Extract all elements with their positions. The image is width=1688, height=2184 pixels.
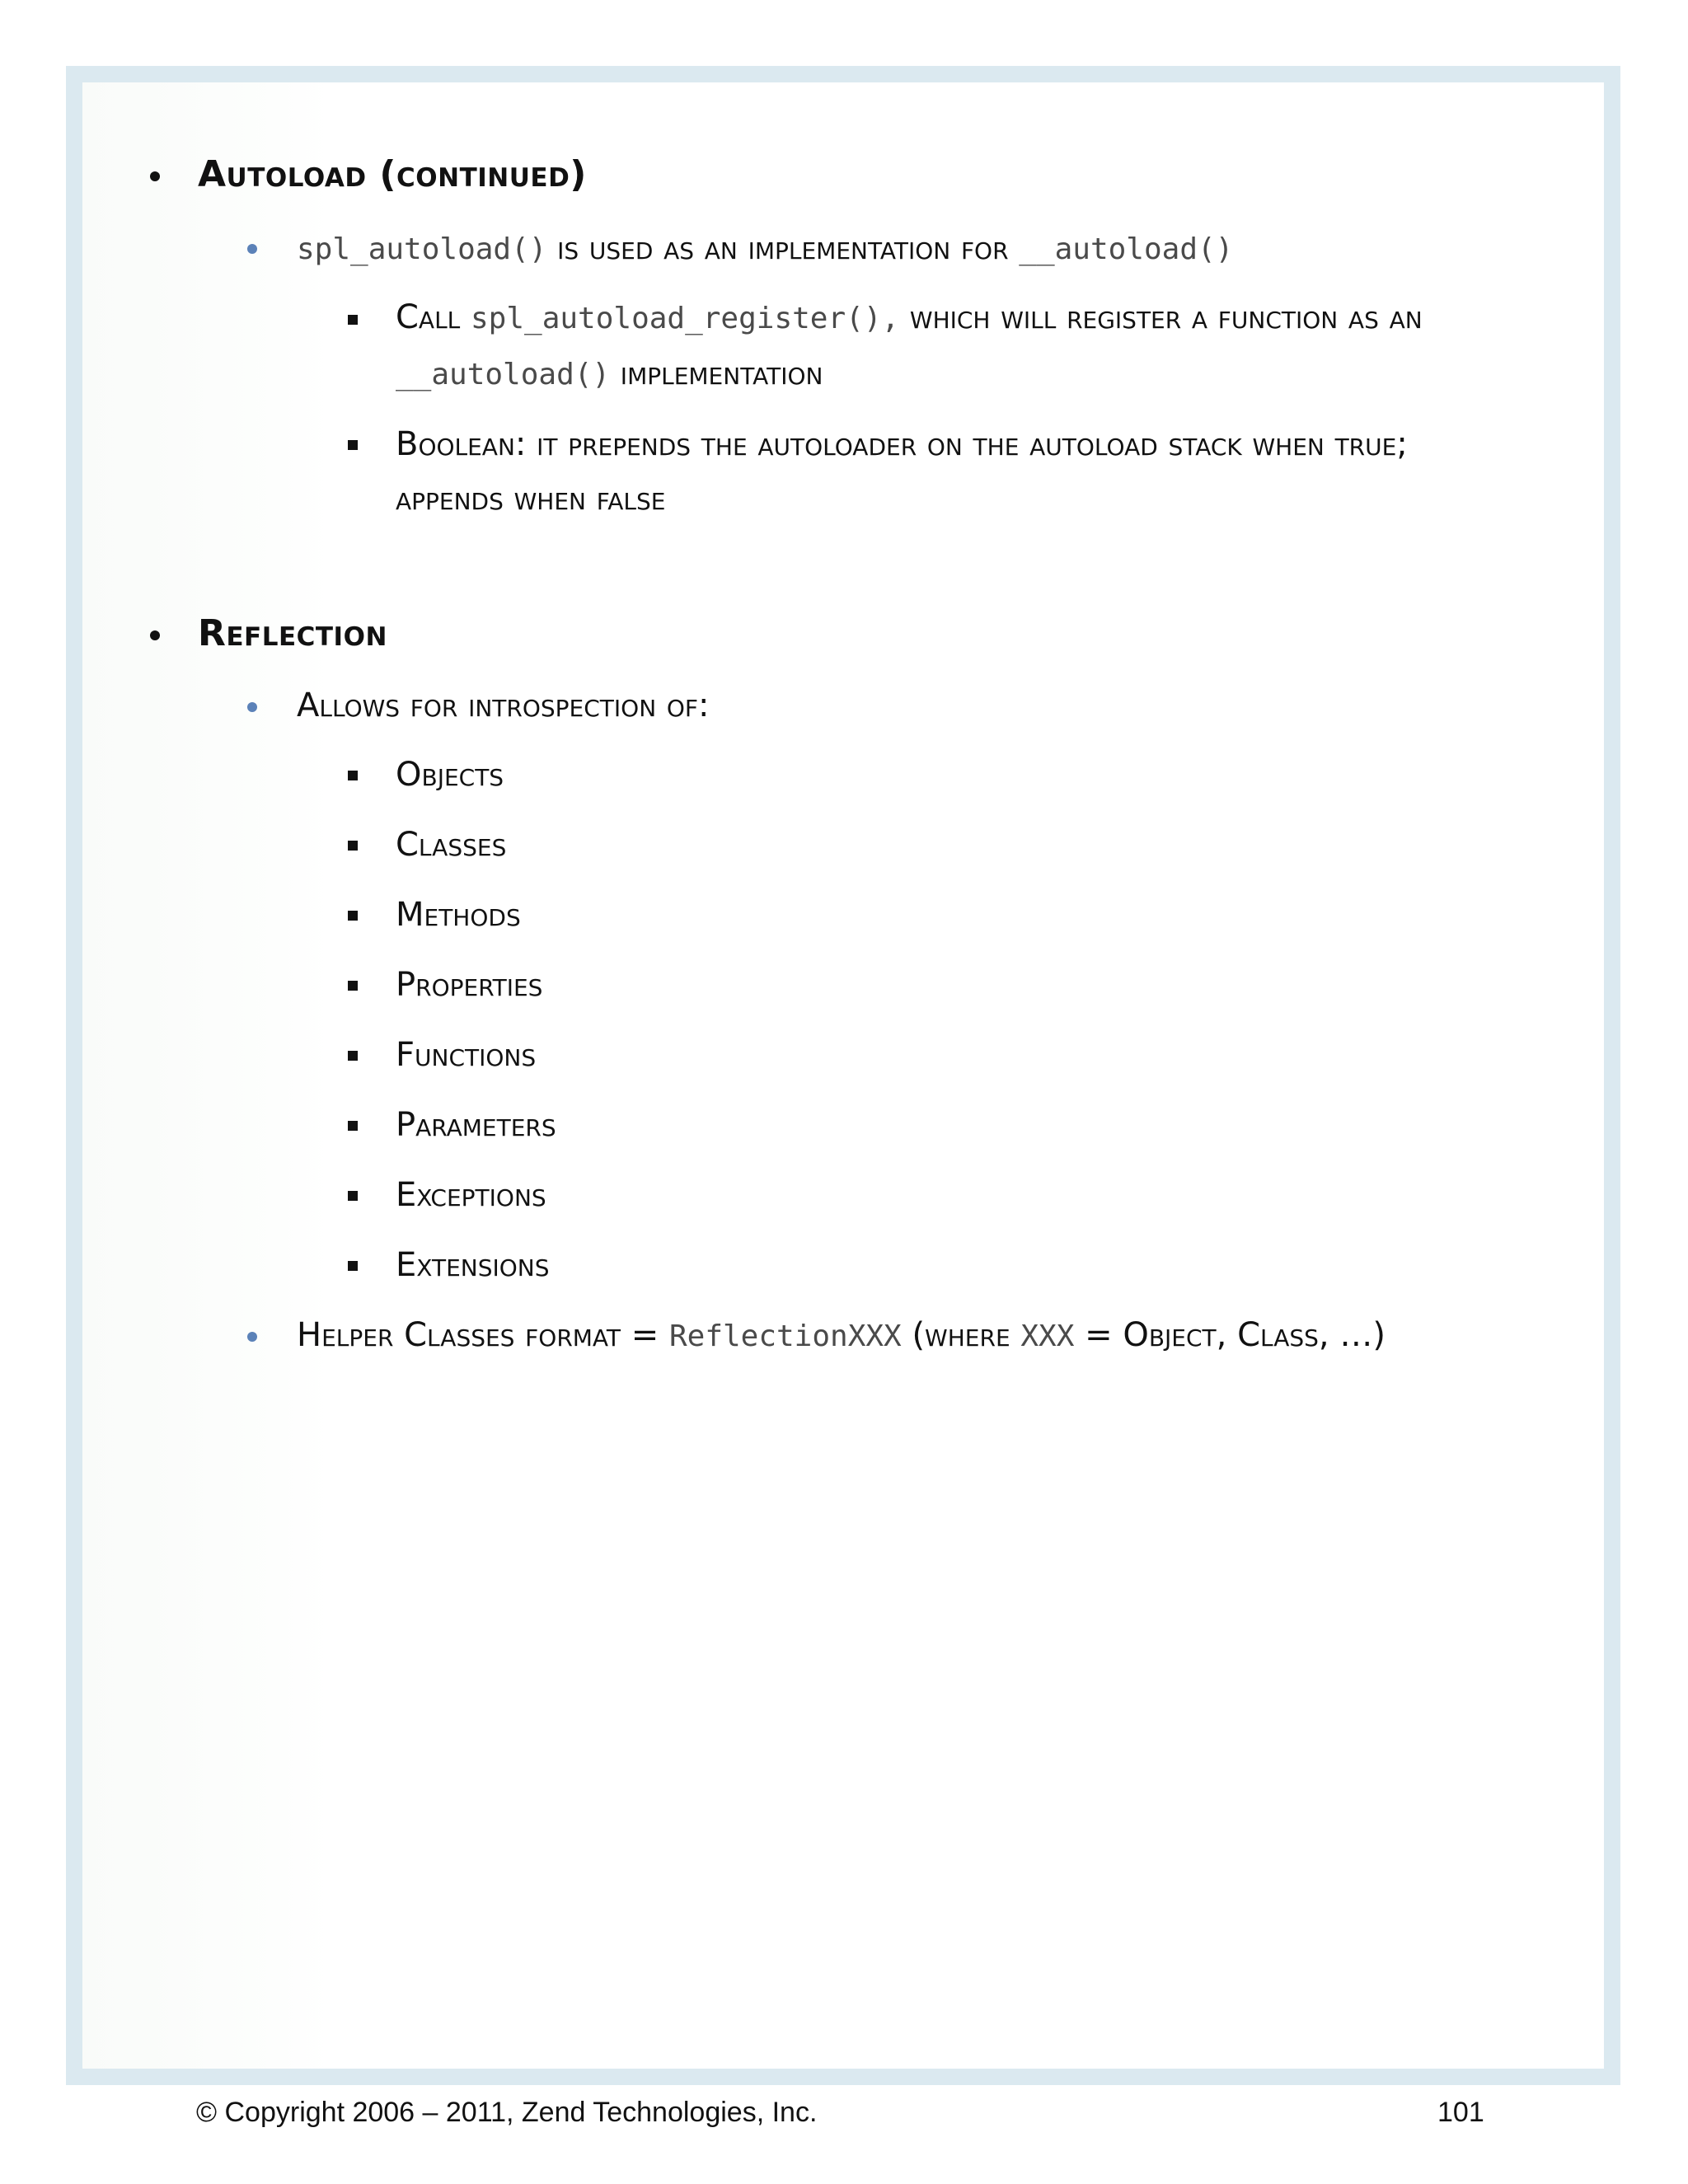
subitem-text: Call (396, 298, 471, 336)
bullet-icon (150, 630, 160, 640)
subitem-text: implementation (610, 354, 823, 392)
autoload-subitem-1 (396, 290, 1517, 402)
item-text: is used as an implementation for (546, 229, 1020, 267)
item-text: (where (901, 1316, 1021, 1354)
bullet-icon (247, 1332, 257, 1342)
square-bullet-icon (348, 1261, 358, 1271)
section-heading-reflection: Reflection (198, 612, 387, 654)
code-autoload: __autoload() (1019, 232, 1234, 266)
reflection-subitem: Classes (396, 826, 507, 864)
reflection-subitem: Properties (396, 966, 543, 1004)
code-autoload: __autoload() (396, 358, 611, 391)
item-text: = Object, Class, …) (1074, 1316, 1386, 1354)
code-reflection-xxx: ReflectionXXX (668, 1319, 902, 1353)
square-bullet-icon (348, 911, 358, 921)
autoload-item-1 (297, 221, 1467, 277)
square-bullet-icon (348, 841, 358, 851)
square-bullet-icon (348, 315, 358, 325)
footer-page-number: 101 (1437, 2097, 1484, 2128)
subitem-text: which will register a function as an (899, 298, 1423, 336)
bullet-icon (150, 171, 160, 181)
reflection-item-1: Allows for introspection of: (297, 687, 710, 724)
reflection-subitem: Objects (396, 756, 504, 794)
bullet-icon (247, 244, 257, 254)
code-xxx: XXX (1020, 1319, 1075, 1353)
square-bullet-icon (348, 1051, 358, 1061)
reflection-subitem: Parameters (396, 1106, 556, 1144)
section-heading-autoload: Autoload (continued) (198, 153, 587, 195)
reflection-subitem: Functions (396, 1036, 537, 1074)
square-bullet-icon (348, 981, 358, 991)
bullet-icon (247, 702, 257, 712)
reflection-item-2 (297, 1308, 1467, 1364)
square-bullet-icon (348, 771, 358, 780)
autoload-subitem-2: Boolean: it prepends the autoloader on the autoload stack when true; appends when false (396, 425, 1408, 518)
reflection-subitem: Exceptions (396, 1176, 546, 1214)
square-bullet-icon (348, 440, 358, 450)
code-spl-autoload-register: spl_autoload_register(), (471, 302, 900, 335)
reflection-subitem: Methods (396, 896, 521, 934)
reflection-subitem: Extensions (396, 1246, 550, 1284)
square-bullet-icon (348, 1121, 358, 1131)
item-text: Helper Classes format = (297, 1316, 669, 1354)
square-bullet-icon (348, 1191, 358, 1201)
footer-copyright: © Copyright 2006 – 2011, Zend Technologies, Inc. (196, 2097, 818, 2128)
code-spl-autoload: spl_autoload() (297, 232, 547, 266)
